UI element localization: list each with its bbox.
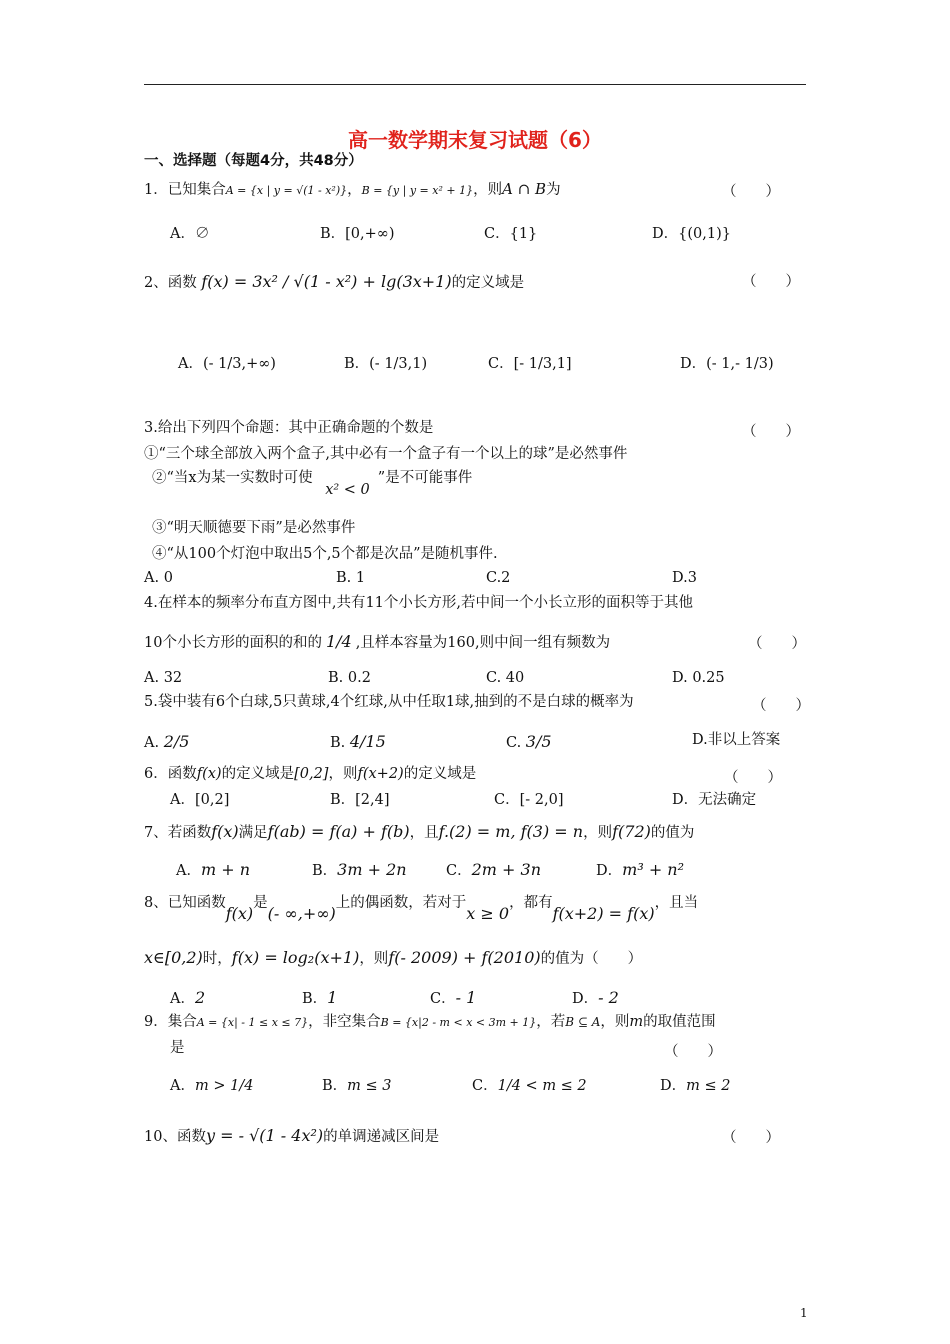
- function-fx-6: f(x): [196, 766, 222, 782]
- proposition-3: ③“明天顺德要下雨”是必然事件: [152, 520, 356, 536]
- option-4c[interactable]: C. 40: [486, 670, 525, 686]
- proposition-1: ①“三个球全部放入两个盒子,其中必有一个盒子有一个以上的球”是必然事件: [144, 446, 628, 462]
- option-5a[interactable]: A. 2/5: [144, 732, 190, 751]
- set-a-9: A = {x| - 1 ≤ x ≤ 7}: [196, 1016, 309, 1029]
- fraction-quarter: 1/4: [325, 632, 352, 651]
- option-6c[interactable]: C．[- 2,0]: [494, 792, 564, 808]
- domain-8: (- ∞,+∞): [267, 904, 336, 923]
- option-5b[interactable]: B. 4/15: [330, 732, 386, 751]
- answer-bracket-6[interactable]: （ ）: [724, 770, 782, 786]
- question-6: 6．函数f(x)的定义域是[0,2]，则f(x+2)的定义域是: [144, 766, 477, 782]
- answer-bracket-1[interactable]: （ ）: [722, 184, 780, 200]
- set-b-formula: B = {y | y = x² + 1}: [361, 184, 474, 197]
- option-3c[interactable]: C.2: [486, 570, 511, 586]
- inequality-formula: x² < 0: [325, 482, 370, 498]
- function-formula-10: y = - √(1 - 4x²): [205, 1126, 324, 1145]
- answer-bracket-5[interactable]: （ ）: [752, 698, 810, 714]
- question-10: 10、函数y = - √(1 - 4x²)的单调递减区间是: [144, 1126, 440, 1145]
- option-7c[interactable]: C．2m + 3n: [446, 860, 542, 879]
- option-1d[interactable]: D．{(0,1)}: [652, 226, 731, 242]
- question-4-line-2: 10个小长方形的面积的和的 1/4 ,且样本容量为160,则中间一组有频数为: [144, 632, 611, 651]
- given-values-7: f.(2) = m, f(3) = n: [438, 822, 584, 841]
- option-2d[interactable]: D．(- 1,- 1/3): [680, 356, 774, 372]
- intersection-formula: A ∩ B: [502, 180, 547, 198]
- option-6a[interactable]: A．[0,2]: [170, 792, 230, 808]
- option-7a[interactable]: A．m + n: [176, 860, 251, 879]
- option-6b[interactable]: B．[2,4]: [330, 792, 390, 808]
- function-fx-8: f(x): [225, 904, 254, 923]
- option-4a[interactable]: A. 32: [144, 670, 183, 686]
- condition-8: x ≥ 0: [466, 904, 510, 923]
- option-2b[interactable]: B．(- 1/3,1): [344, 356, 428, 372]
- variable-m-9: m: [629, 1014, 644, 1030]
- question-8-line-2: x∈[0,2)时，f(x) = log₂(x+1)，则f(- 2009) + f(2010)的值为（ ）: [144, 948, 643, 967]
- fraction-5b: 4/15: [349, 732, 386, 751]
- periodic-equation-8: f(x+2) = f(x): [552, 904, 655, 923]
- option-1c[interactable]: C．{1}: [484, 226, 538, 242]
- function-f72-7: f(72): [612, 822, 651, 841]
- option-9d[interactable]: D．m ≤ 2: [660, 1078, 731, 1094]
- function-fx2-6: f(x+2): [357, 766, 404, 782]
- question-1: 1．已知集合A = {x | y = √(1 - x²)}，B = {y | y = x² + 1}，则A ∩ B为: [144, 180, 561, 198]
- interval-6: [0,2]: [294, 766, 329, 782]
- question-8: 8、已知函数f(x)是(- ∞,+∞)上的偶函数，若对于x ≥ 0，都有f(x+2) = f(x)，且当: [144, 895, 699, 923]
- answer-bracket-9[interactable]: （ ）: [664, 1044, 722, 1060]
- option-8b[interactable]: B．1: [302, 988, 338, 1007]
- option-8a[interactable]: A．2: [170, 988, 206, 1007]
- option-2a[interactable]: A．(- 1/3,+∞): [178, 356, 276, 372]
- option-4b[interactable]: B. 0.2: [328, 670, 371, 686]
- question-2: 2、函数 f(x) = 3x² / √(1 - x²) + lg(3x+1)的定义域是: [144, 272, 525, 291]
- fraction-5a: 2/5: [163, 732, 190, 751]
- fraction-5c: 3/5: [525, 732, 552, 751]
- proposition-4: ④“从100个灯泡中取出5个,5个都是次品”是随机事件.: [152, 546, 498, 562]
- option-4d[interactable]: D. 0.25: [672, 670, 725, 686]
- answer-bracket-10[interactable]: （ ）: [722, 1130, 780, 1146]
- option-5d[interactable]: D.非以上答案: [692, 732, 781, 748]
- subset-9: B ⊆ A: [565, 1015, 601, 1029]
- question-7: 7、若函数f(x)满足f(ab) = f(a) + f(b)，且f.(2) = m, f(3) = n，则f(72)的值为: [144, 822, 695, 841]
- option-3a[interactable]: A. 0: [144, 570, 173, 586]
- section-heading: 一、选择题（每题4分，共48分）: [144, 153, 363, 169]
- option-8d[interactable]: D．- 2: [572, 988, 619, 1007]
- interval-8: x∈[0,2): [144, 948, 203, 967]
- set-a-formula: A = {x | y = √(1 - x²)}: [225, 184, 348, 197]
- function-fx-7: f(x): [211, 822, 239, 841]
- option-7d[interactable]: D．m³ + n²: [596, 860, 685, 879]
- option-9a[interactable]: A．m > 1/4: [170, 1078, 254, 1094]
- option-2c[interactable]: C．[- 1/3,1]: [488, 356, 572, 372]
- log-formula-8: f(x) = log₂(x+1): [231, 948, 360, 967]
- question-5: 5.袋中装有6个白球,5只黄球,4个红球,从中任取1球,抽到的不是白球的概率为: [144, 694, 634, 710]
- option-9c[interactable]: C．1/4 < m ≤ 2: [472, 1078, 587, 1094]
- option-8c[interactable]: C．- 1: [430, 988, 477, 1007]
- page-number: 1: [800, 1306, 808, 1320]
- functional-equation-7: f(ab) = f(a) + f(b): [267, 822, 410, 841]
- set-b-9: B = {x|2 - m < x < 3m + 1}: [380, 1016, 537, 1029]
- page-title: 高一数学期末复习试题（6）: [348, 128, 602, 152]
- option-3d[interactable]: D.3: [672, 570, 697, 586]
- option-3b[interactable]: B. 1: [336, 570, 366, 586]
- option-6d[interactable]: D．无法确定: [672, 792, 757, 808]
- function-formula-2: f(x) = 3x² / √(1 - x²) + lg(3x+1): [201, 272, 452, 291]
- answer-bracket-3[interactable]: （ ）: [742, 424, 800, 440]
- proposition-2: ②“当x为某一实数时可使 x² < 0”是不可能事件: [152, 470, 473, 498]
- question-3: 3.给出下列四个命题：其中正确命题的个数是: [144, 420, 434, 436]
- option-1b[interactable]: B．[0,+∞): [320, 226, 395, 242]
- option-1a[interactable]: A．∅: [170, 226, 210, 242]
- sum-expression-8: f(- 2009) + f(2010): [388, 948, 541, 967]
- header-rule: [144, 84, 806, 85]
- option-7b[interactable]: B．3m + 2n: [312, 860, 407, 879]
- question-4: 4.在样本的频率分布直方图中,共有11个小长方形,若中间一个小长立形的面积等于其他: [144, 595, 694, 611]
- option-9b[interactable]: B．m ≤ 3: [322, 1078, 392, 1094]
- question-9-line-2: 是: [170, 1040, 185, 1056]
- question-9: 9．集合A = {x| - 1 ≤ x ≤ 7}，非空集合B = {x|2 - m < x < 3m + 1}，若B ⊆ A，则m的取值范围: [144, 1014, 716, 1030]
- answer-bracket-4[interactable]: （ ）: [748, 636, 806, 652]
- option-5c[interactable]: C. 3/5: [506, 732, 552, 751]
- answer-bracket-2[interactable]: （ ）: [742, 274, 800, 290]
